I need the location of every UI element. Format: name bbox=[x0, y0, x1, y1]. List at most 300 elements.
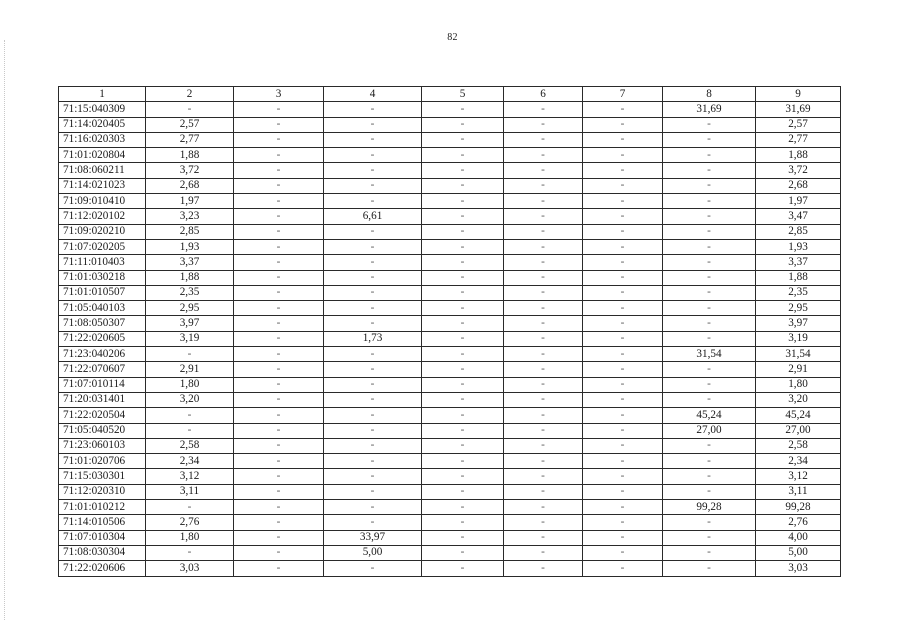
value-cell: 27,00 bbox=[663, 423, 756, 438]
table-row bbox=[59, 224, 841, 239]
value-cell: - bbox=[422, 331, 504, 346]
value-cell: 1,97 bbox=[756, 194, 841, 209]
cadastral-code-cell: 71:14:020405 bbox=[59, 117, 146, 132]
value-cell: - bbox=[422, 209, 504, 224]
value-cell: - bbox=[663, 132, 756, 147]
value-cell: 2,58 bbox=[756, 438, 841, 453]
value-cell: - bbox=[234, 515, 324, 530]
value-cell: - bbox=[234, 377, 324, 392]
value-cell: - bbox=[504, 239, 583, 254]
value-cell: - bbox=[583, 484, 663, 499]
column-header: 1 bbox=[59, 87, 146, 102]
value-cell: - bbox=[234, 163, 324, 178]
value-cell: 31,54 bbox=[756, 347, 841, 362]
value-cell: 2,95 bbox=[756, 301, 841, 316]
value-cell: - bbox=[234, 132, 324, 147]
value-cell: - bbox=[663, 316, 756, 331]
value-cell: - bbox=[663, 285, 756, 300]
value-cell: 45,24 bbox=[756, 408, 841, 423]
value-cell: 2,68 bbox=[756, 178, 841, 193]
value-cell: - bbox=[504, 224, 583, 239]
value-cell: - bbox=[422, 423, 504, 438]
value-cell: - bbox=[422, 285, 504, 300]
value-cell: - bbox=[422, 194, 504, 209]
table-body bbox=[59, 102, 841, 576]
value-cell: - bbox=[504, 530, 583, 545]
value-cell: - bbox=[583, 132, 663, 147]
table-row bbox=[59, 239, 841, 254]
value-cell: 1,88 bbox=[756, 270, 841, 285]
value-cell: 1,93 bbox=[146, 239, 234, 254]
table-row bbox=[59, 408, 841, 423]
value-cell: - bbox=[504, 316, 583, 331]
value-cell: - bbox=[663, 362, 756, 377]
value-cell: - bbox=[663, 255, 756, 270]
column-header: 5 bbox=[422, 87, 504, 102]
value-cell: - bbox=[663, 561, 756, 576]
value-cell: - bbox=[504, 561, 583, 576]
value-cell: - bbox=[663, 270, 756, 285]
value-cell: - bbox=[583, 163, 663, 178]
value-cell: 99,28 bbox=[663, 500, 756, 515]
column-header: 2 bbox=[146, 87, 234, 102]
cadastral-code-cell: 71:01:030218 bbox=[59, 270, 146, 285]
cadastral-code-cell: 71:14:021023 bbox=[59, 178, 146, 193]
value-cell: - bbox=[422, 515, 504, 530]
value-cell: - bbox=[583, 438, 663, 453]
value-cell: - bbox=[504, 117, 583, 132]
value-cell: - bbox=[663, 117, 756, 132]
value-cell: - bbox=[234, 362, 324, 377]
cadastral-code-cell: 71:01:010212 bbox=[59, 500, 146, 515]
value-cell: 5,00 bbox=[324, 545, 422, 560]
value-cell: - bbox=[324, 454, 422, 469]
value-cell: - bbox=[422, 362, 504, 377]
value-cell: - bbox=[583, 102, 663, 117]
value-cell: - bbox=[324, 255, 422, 270]
value-cell: 2,95 bbox=[146, 301, 234, 316]
value-cell: 33,97 bbox=[324, 530, 422, 545]
value-cell: 3,20 bbox=[756, 392, 841, 407]
value-cell: 3,23 bbox=[146, 209, 234, 224]
value-cell: 1,80 bbox=[756, 377, 841, 392]
value-cell: - bbox=[422, 545, 504, 560]
cadastral-code-cell: 71:08:050307 bbox=[59, 316, 146, 331]
table-row bbox=[59, 132, 841, 147]
value-cell: - bbox=[663, 377, 756, 392]
cadastral-code-cell: 71:09:010410 bbox=[59, 194, 146, 209]
value-cell: 2,85 bbox=[756, 224, 841, 239]
value-cell: - bbox=[583, 408, 663, 423]
value-cell: 4,00 bbox=[756, 530, 841, 545]
value-cell: - bbox=[422, 484, 504, 499]
value-cell: - bbox=[504, 438, 583, 453]
value-cell: 31,69 bbox=[756, 102, 841, 117]
value-cell: - bbox=[583, 347, 663, 362]
value-cell: 27,00 bbox=[756, 423, 841, 438]
value-cell: - bbox=[663, 148, 756, 163]
value-cell: - bbox=[422, 438, 504, 453]
value-cell: - bbox=[663, 239, 756, 254]
value-cell: - bbox=[583, 530, 663, 545]
table-row bbox=[59, 438, 841, 453]
table-row bbox=[59, 454, 841, 469]
cadastral-code-cell: 71:12:020102 bbox=[59, 209, 146, 224]
table-row bbox=[59, 316, 841, 331]
cadastral-code-cell: 71:23:040206 bbox=[59, 347, 146, 362]
value-cell: - bbox=[234, 469, 324, 484]
value-cell: 2,91 bbox=[146, 362, 234, 377]
value-cell: - bbox=[324, 270, 422, 285]
value-cell: 1,93 bbox=[756, 239, 841, 254]
value-cell: 3,72 bbox=[146, 163, 234, 178]
value-cell: - bbox=[583, 301, 663, 316]
value-cell: - bbox=[583, 377, 663, 392]
value-cell: - bbox=[583, 117, 663, 132]
value-cell: - bbox=[422, 132, 504, 147]
value-cell: 45,24 bbox=[663, 408, 756, 423]
value-cell: - bbox=[234, 545, 324, 560]
value-cell: - bbox=[422, 239, 504, 254]
value-cell: 1,88 bbox=[146, 148, 234, 163]
cadastral-code-cell: 71:01:010507 bbox=[59, 285, 146, 300]
value-cell: - bbox=[583, 362, 663, 377]
value-cell: - bbox=[583, 255, 663, 270]
value-cell: - bbox=[324, 469, 422, 484]
cadastral-code-cell: 71:01:020706 bbox=[59, 454, 146, 469]
value-cell: - bbox=[583, 178, 663, 193]
value-cell: - bbox=[583, 423, 663, 438]
value-cell: - bbox=[504, 132, 583, 147]
value-cell: - bbox=[234, 530, 324, 545]
value-cell: - bbox=[504, 148, 583, 163]
table-row bbox=[59, 148, 841, 163]
value-cell: - bbox=[324, 239, 422, 254]
value-cell: 2,35 bbox=[146, 285, 234, 300]
column-header: 4 bbox=[324, 87, 422, 102]
value-cell: - bbox=[234, 178, 324, 193]
value-cell: - bbox=[422, 224, 504, 239]
value-cell: - bbox=[583, 561, 663, 576]
value-cell: 3,20 bbox=[146, 392, 234, 407]
cadastral-code-cell: 71:01:020804 bbox=[59, 148, 146, 163]
value-cell: - bbox=[324, 484, 422, 499]
cadastral-code-cell: 71:05:040103 bbox=[59, 301, 146, 316]
value-cell: 1,80 bbox=[146, 377, 234, 392]
value-cell: - bbox=[324, 148, 422, 163]
value-cell: - bbox=[504, 209, 583, 224]
value-cell: - bbox=[504, 178, 583, 193]
value-cell: - bbox=[422, 316, 504, 331]
value-cell: - bbox=[504, 500, 583, 515]
cadastral-code-cell: 71:07:020205 bbox=[59, 239, 146, 254]
value-cell: - bbox=[583, 209, 663, 224]
value-cell: - bbox=[422, 469, 504, 484]
value-cell: - bbox=[146, 423, 234, 438]
value-cell: - bbox=[583, 545, 663, 560]
column-header: 3 bbox=[234, 87, 324, 102]
value-cell: - bbox=[234, 102, 324, 117]
value-cell: - bbox=[324, 408, 422, 423]
value-cell: 3,03 bbox=[146, 561, 234, 576]
value-cell: 3,19 bbox=[756, 331, 841, 346]
value-cell: - bbox=[663, 392, 756, 407]
value-cell: - bbox=[422, 561, 504, 576]
value-cell: - bbox=[504, 102, 583, 117]
cadastral-code-cell: 71:22:070607 bbox=[59, 362, 146, 377]
value-cell: - bbox=[422, 301, 504, 316]
value-cell: - bbox=[583, 224, 663, 239]
value-cell: 2,91 bbox=[756, 362, 841, 377]
value-cell: 3,12 bbox=[756, 469, 841, 484]
table-row bbox=[59, 301, 841, 316]
table-row bbox=[59, 423, 841, 438]
column-header: 7 bbox=[583, 87, 663, 102]
value-cell: - bbox=[504, 484, 583, 499]
table-row bbox=[59, 377, 841, 392]
value-cell: 1,97 bbox=[146, 194, 234, 209]
value-cell: - bbox=[324, 132, 422, 147]
table-header-row bbox=[59, 87, 841, 102]
value-cell: - bbox=[324, 515, 422, 530]
table-row bbox=[59, 469, 841, 484]
value-cell: 1,73 bbox=[324, 331, 422, 346]
value-cell: - bbox=[504, 347, 583, 362]
value-cell: - bbox=[234, 454, 324, 469]
value-cell: - bbox=[583, 454, 663, 469]
cadastral-code-cell: 71:14:010506 bbox=[59, 515, 146, 530]
value-cell: - bbox=[663, 515, 756, 530]
value-cell: 3,72 bbox=[756, 163, 841, 178]
value-cell: - bbox=[234, 561, 324, 576]
value-cell: - bbox=[663, 163, 756, 178]
table-row bbox=[59, 362, 841, 377]
value-cell: - bbox=[583, 500, 663, 515]
value-cell: - bbox=[234, 270, 324, 285]
value-cell: - bbox=[504, 362, 583, 377]
column-header: 8 bbox=[663, 87, 756, 102]
value-cell: - bbox=[504, 454, 583, 469]
value-cell: - bbox=[422, 408, 504, 423]
value-cell: - bbox=[146, 408, 234, 423]
value-cell: - bbox=[583, 331, 663, 346]
value-cell: - bbox=[234, 331, 324, 346]
value-cell: 5,00 bbox=[756, 545, 841, 560]
value-cell: 2,85 bbox=[146, 224, 234, 239]
value-cell: - bbox=[324, 102, 422, 117]
value-cell: - bbox=[422, 178, 504, 193]
value-cell: - bbox=[663, 194, 756, 209]
value-cell: - bbox=[234, 301, 324, 316]
value-cell: 3,19 bbox=[146, 331, 234, 346]
value-cell: - bbox=[324, 178, 422, 193]
value-cell: - bbox=[504, 301, 583, 316]
value-cell: - bbox=[234, 408, 324, 423]
table-row bbox=[59, 285, 841, 300]
value-cell: - bbox=[504, 469, 583, 484]
value-cell: 3,97 bbox=[756, 316, 841, 331]
value-cell: - bbox=[583, 239, 663, 254]
value-cell: 2,34 bbox=[146, 454, 234, 469]
value-cell: 2,77 bbox=[756, 132, 841, 147]
value-cell: - bbox=[422, 102, 504, 117]
table-row bbox=[59, 209, 841, 224]
value-cell: - bbox=[504, 285, 583, 300]
value-cell: - bbox=[663, 178, 756, 193]
value-cell: 3,11 bbox=[146, 484, 234, 499]
value-cell: - bbox=[324, 163, 422, 178]
cadastral-code-cell: 71:08:060211 bbox=[59, 163, 146, 178]
value-cell: - bbox=[663, 454, 756, 469]
table-row bbox=[59, 178, 841, 193]
cadastral-code-cell: 71:22:020606 bbox=[59, 561, 146, 576]
value-cell: - bbox=[324, 316, 422, 331]
table-row bbox=[59, 484, 841, 499]
cadastral-code-cell: 71:07:010304 bbox=[59, 530, 146, 545]
value-cell: - bbox=[234, 285, 324, 300]
value-cell: - bbox=[146, 347, 234, 362]
value-cell: - bbox=[583, 392, 663, 407]
value-cell: - bbox=[234, 224, 324, 239]
value-cell: - bbox=[422, 255, 504, 270]
value-cell: 2,77 bbox=[146, 132, 234, 147]
value-cell: 99,28 bbox=[756, 500, 841, 515]
cadastral-code-cell: 71:22:020605 bbox=[59, 331, 146, 346]
value-cell: 3,03 bbox=[756, 561, 841, 576]
value-cell: 2,76 bbox=[146, 515, 234, 530]
cadastral-code-cell: 71:05:040520 bbox=[59, 423, 146, 438]
scan-edge-line bbox=[4, 40, 5, 620]
value-cell: - bbox=[583, 515, 663, 530]
value-cell: - bbox=[504, 545, 583, 560]
value-cell: - bbox=[234, 347, 324, 362]
value-cell: 3,37 bbox=[756, 255, 841, 270]
column-header: 9 bbox=[756, 87, 841, 102]
value-cell: - bbox=[504, 408, 583, 423]
value-cell: 3,12 bbox=[146, 469, 234, 484]
value-cell: 2,68 bbox=[146, 178, 234, 193]
value-cell: - bbox=[234, 255, 324, 270]
value-cell: - bbox=[324, 362, 422, 377]
value-cell: - bbox=[324, 347, 422, 362]
value-cell: - bbox=[422, 163, 504, 178]
value-cell: - bbox=[663, 545, 756, 560]
value-cell: - bbox=[663, 484, 756, 499]
value-cell: 1,88 bbox=[756, 148, 841, 163]
value-cell: - bbox=[422, 392, 504, 407]
value-cell: 3,47 bbox=[756, 209, 841, 224]
value-cell: - bbox=[324, 194, 422, 209]
value-cell: - bbox=[324, 438, 422, 453]
value-cell: - bbox=[504, 377, 583, 392]
value-cell: - bbox=[146, 102, 234, 117]
cadastral-code-cell: 71:15:030301 bbox=[59, 469, 146, 484]
value-cell: 2,57 bbox=[756, 117, 841, 132]
value-cell: - bbox=[324, 224, 422, 239]
value-cell: - bbox=[504, 270, 583, 285]
value-cell: 31,54 bbox=[663, 347, 756, 362]
value-cell: - bbox=[234, 423, 324, 438]
value-cell: - bbox=[583, 285, 663, 300]
table-row bbox=[59, 515, 841, 530]
value-cell: - bbox=[504, 255, 583, 270]
table-row bbox=[59, 117, 841, 132]
value-cell: - bbox=[422, 347, 504, 362]
value-cell: - bbox=[324, 301, 422, 316]
value-cell: 2,34 bbox=[756, 454, 841, 469]
cadastral-code-cell: 71:09:020210 bbox=[59, 224, 146, 239]
value-cell: 1,88 bbox=[146, 270, 234, 285]
table-row bbox=[59, 102, 841, 117]
value-cell: - bbox=[583, 469, 663, 484]
value-cell: - bbox=[583, 270, 663, 285]
value-cell: - bbox=[146, 500, 234, 515]
value-cell: 2,57 bbox=[146, 117, 234, 132]
cadastral-code-cell: 71:16:020303 bbox=[59, 132, 146, 147]
cadastral-code-cell: 71:22:020504 bbox=[59, 408, 146, 423]
value-cell: - bbox=[234, 484, 324, 499]
value-cell: - bbox=[422, 377, 504, 392]
value-cell: - bbox=[422, 530, 504, 545]
value-cell: - bbox=[422, 270, 504, 285]
value-cell: - bbox=[422, 148, 504, 163]
value-cell: - bbox=[504, 392, 583, 407]
value-cell: 31,69 bbox=[663, 102, 756, 117]
value-cell: - bbox=[663, 530, 756, 545]
value-cell: - bbox=[234, 194, 324, 209]
value-cell: - bbox=[663, 469, 756, 484]
table-row bbox=[59, 331, 841, 346]
value-cell: - bbox=[504, 423, 583, 438]
value-cell: - bbox=[146, 545, 234, 560]
value-cell: - bbox=[234, 438, 324, 453]
value-cell: 2,76 bbox=[756, 515, 841, 530]
value-cell: - bbox=[663, 438, 756, 453]
value-cell: - bbox=[234, 117, 324, 132]
value-cell: - bbox=[324, 117, 422, 132]
value-cell: - bbox=[504, 194, 583, 209]
cadastral-code-cell: 71:07:010114 bbox=[59, 377, 146, 392]
value-cell: - bbox=[504, 331, 583, 346]
cadastral-code-cell: 71:08:030304 bbox=[59, 545, 146, 560]
table-row bbox=[59, 347, 841, 362]
table-row bbox=[59, 392, 841, 407]
value-cell: - bbox=[324, 377, 422, 392]
table-row bbox=[59, 545, 841, 560]
page-number: 82 bbox=[447, 32, 458, 43]
value-cell: 2,58 bbox=[146, 438, 234, 453]
cadastral-code-cell: 71:20:031401 bbox=[59, 392, 146, 407]
value-cell: - bbox=[663, 301, 756, 316]
value-cell: - bbox=[324, 561, 422, 576]
value-cell: - bbox=[583, 148, 663, 163]
value-cell: - bbox=[583, 194, 663, 209]
value-cell: - bbox=[234, 500, 324, 515]
value-cell: - bbox=[234, 209, 324, 224]
value-cell: - bbox=[663, 224, 756, 239]
value-cell: - bbox=[324, 392, 422, 407]
value-cell: - bbox=[422, 454, 504, 469]
value-cell: - bbox=[422, 117, 504, 132]
value-cell: 3,11 bbox=[756, 484, 841, 499]
value-cell: - bbox=[504, 515, 583, 530]
value-cell: - bbox=[324, 285, 422, 300]
table-row bbox=[59, 194, 841, 209]
table-row bbox=[59, 561, 841, 576]
value-cell: 3,97 bbox=[146, 316, 234, 331]
table-row bbox=[59, 500, 841, 515]
value-cell: - bbox=[234, 316, 324, 331]
